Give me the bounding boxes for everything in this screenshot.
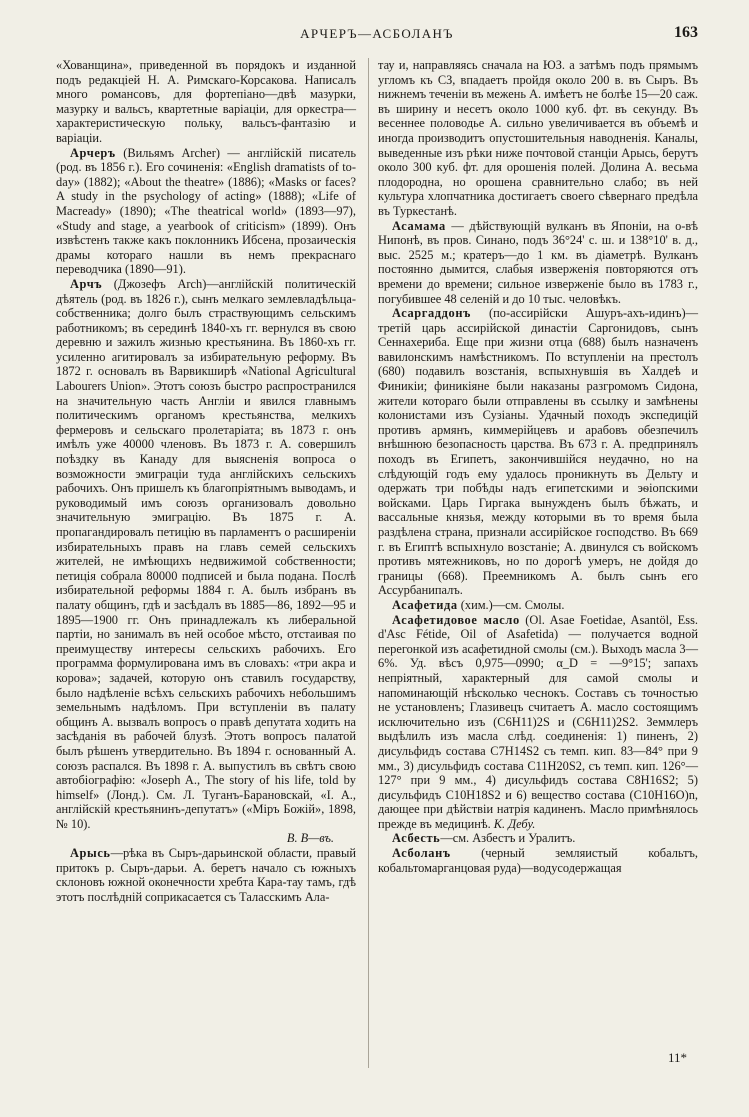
entry-headword: Асамама xyxy=(392,218,446,233)
entry-headword: Асафетидовое масло xyxy=(392,612,520,627)
entry-asbolan xyxy=(378,846,698,875)
entry-text: (Вильямъ Archer) — англійскій писатель (род. въ 1856 г.). Его сочиненія: «English dramatists of to-day» (1882); «About the theatre» (1886); «Masks or faces? A study in the psychology of acting» (1888); «Life of Macready» (1890); «The theatrical world» (1893—97), «Study and stage, a yearbook of criticism» (1899). Онъ извѣстенъ также какъ поклонникъ Ибсена, прозаическія драмы котораго нашли въ немъ прекраснаго переводчика (1890—91). xyxy=(56,145,356,277)
entry-asafetida-oil xyxy=(378,613,698,832)
entry-arch xyxy=(56,277,356,832)
entry-text: (хим.)—см. Смолы. xyxy=(457,597,565,612)
entry-headword: Арысь xyxy=(70,846,111,861)
sheet-mark: 11* xyxy=(667,1050,687,1065)
column-divider xyxy=(368,58,369,1068)
entry-text: — дѣйствующій вулканъ въ Японіи, на о-вѣ Нипонѣ, въ пров. Синано, подъ 36°24' с. ш. и 138°10' в. д., выс. 2525 м.; кратеръ—до 1 км. въ діаметрѣ. Вулканъ постоянно дымится, слабыя изверженія повторяются отъ времени до времени; сильное изверженіе было въ 1783 г., погубившее 48 селеній и до 10 тыс. человѣкъ. xyxy=(378,218,698,306)
continuation-paragraph: «Хованщина», приведенной въ порядокъ и изданной подъ редакціей Н. А. Римскаго-Корсакова. Написалъ много романсовъ, для фортепіано—двѣ мазурки, мазурку и вальсъ, квартетные варіаціи, для оркестра—характеристическую польку, вальсъ-фантазію и варіаціи. xyxy=(56,58,356,145)
entry-headword: Асафетида xyxy=(392,597,458,612)
entry-archer xyxy=(56,146,356,277)
running-title: АРЧЕРЪ—АСБОЛАНЪ xyxy=(300,26,454,41)
entry-arys xyxy=(56,846,356,904)
entry-text: (Ol. Asae Foetidae, Asantöl, Ess. d'Asc Fétide, Oil of Asafetida) — получается водной перегонкой изъ асафетидной смолы (см.). Выходъ масла 3—6%. Уд. вѣсъ 0,975—0990; α_D = —9°15'; запахъ непріятный, характерный для самой смолы и напоминающій нѣсколько чеснокъ. Составъ съ точностью не установленъ; Глазивецъ считаетъ А. масло состоящимъ исключительно изъ (C6H11)2S и (C6H11)2S2. Земмлеръ выдѣлилъ изъ масла слѣд. соединенія: 1) пиненъ, 2) дисульфидъ состава C7H14S2 съ темп. кип. 83—84° при 9 мм., 3) дисульфидъ состава C11H20S2, съ темп. кип. 126°—127° при 9 мм., 4) дисульфидъ состава C8H16S2; 5) дисульфидъ C10H18S2 и 6) вещество состава (C10H16O)n, дающее при дѣйствіи натрія кадиненъ. Масло примѣнялось прежде въ медицинѣ. xyxy=(378,612,698,831)
page-number: 163 xyxy=(674,24,698,41)
entry-asafetida xyxy=(378,598,698,613)
entry-headword: Асбесть xyxy=(392,831,441,846)
entry-asama xyxy=(378,219,698,307)
right-column xyxy=(378,58,698,875)
entry-asbest xyxy=(378,831,698,846)
left-column xyxy=(56,58,356,904)
entry-text: —см. Азбестъ и Уралитъ. xyxy=(440,831,576,846)
entry-headword: Асаргаддонъ xyxy=(392,306,471,321)
author-signature: В. В—въ. xyxy=(286,831,334,846)
entry-text: (по-ассирійски Ашуръ-ахъ-идинъ)—третій царь ассирійской династіи Саргонидовъ, сынъ Сеннахериба. Еще при жизни отца (688) былъ назначенъ вавилонскимъ намѣстникомъ. По вступленіи на престолъ (680) подавилъ возстанія, вспыхнувшія въ Халдеѣ и Финикіи; финикіяне были наказаны разгромомъ Сидона, жители котораго были отправлены въ ссылку и замѣнены колонистами изъ Сузіаны. Удачный походъ экспедицій противъ армянъ, киммерійцевъ и арабовъ обезпечилъ внѣшнюю безопасность царства. Въ 673 г. А. предпринялъ походъ въ Египетъ, закончившійся неудачно, но на слѣдующій годъ ему удалось проникнуть въ Дельту и одержать три побѣды надъ египетскими и эѳіопскими войсками. Царь Гиргака вынужденъ былъ бѣжать, и вассальные князья, между которыми въ то время была раздѣлена страна, признали ассирійское господство. Въ 669 г. въ Египтѣ вспыхнуло возстаніе; А. двинулся съ войскомъ противъ мятежниковъ, но по дорогѣ умеръ, не дойдя до границы (668). Преемникомъ А. былъ сынъ его Ассурбанипалъ. xyxy=(378,306,698,598)
entry-headword: Асболанъ xyxy=(392,846,451,861)
entry-headword: Арчъ xyxy=(70,276,103,291)
entry-asarhaddon xyxy=(378,306,698,598)
entry-headword: Арчеръ xyxy=(70,145,116,160)
entry-text: (Джозефъ Arch)—англійскій политическій дѣятель (род. въ 1826 г.), сынъ мелкаго землевладѣльца-собственника; долго былъ страствующимъ сельскимъ работникомъ; въ серединѣ 1840-хъ гг. вернулся въ свою деревню и зажилъ жизнью крестьянина. Въ 1860-хъ гг. усиленно агитировалъ за избирательную реформу. Въ 1872 г. основалъ въ Варвикширѣ «National Agricultural Labourers Union». Этотъ союзъ быстро распространился на значительную часть Англіи и явился главнымъ политическимъ органомъ крестьянства, мелкихъ фермеровъ и сельскаго пролетаріата; въ 1873 г. онъ имѣлъ уже 40000 членовъ. Въ 1873 г. А. совершилъ поѣздку въ Канаду для выясненія вопроса о возможности эмиграціи туда англійскихъ сельскихъ рабочихъ. Онъ пришелъ къ благопріятнымъ выводамъ, и руководимый имъ союзъ организовалъ довольно значительную эмиграцію. Въ 1875 г. А. пропагандировалъ петицію въ парламентъ о расширеніи избирательныхъ правъ на главъ семей сельскихъ жителей, не имѣющихъ недвижимой собственности; петиція собрала 80000 подписей и была подана. Послѣ избирательной реформы 1884 г. А. былъ избранъ въ палату общинъ, гдѣ и засѣдалъ въ 1885—86, 1892—95 и 1895—1900 гг. Онъ принадлежалъ къ либеральной партіи, но занималъ въ ней особое мѣсто, отстаивая по преимуществу интересы сельскихъ рабочихъ. Его программа формулирована имъ въ словахъ: «три акра и корова»; задачей, которую онъ ставилъ государству, было надѣленіе всѣхъ сельскихъ рабочихъ небольшимъ земельнымъ надѣломъ. При вступленіи въ палату общинъ А. вызвалъ вопросъ о правѣ депутата ходить на засѣданія въ рабочей блузѣ. Этотъ вопросъ палатой былъ рѣшенъ утвердительно. Въ 1894 г. основанный А. союзъ распался. Въ 1898 г. А. выпустилъ въ свѣтъ свою автобіографію: «Joseph A., The story of his life, told by himself» (Лонд.). См. Л. Туганъ-Барановскай, «I. A., англійскій крестьянинъ-депутатъ» («Міръ Божій», 1898, № 10). xyxy=(56,276,356,831)
page-header xyxy=(56,24,698,48)
entry-text: —рѣка въ Сыръ-дарьинской области, правый притокъ р. Сыръ-дарьи. А. беретъ начало съ южныхъ склоновъ южной оконечности хребта Кара-тау тамъ, гдѣ этотъ послѣдній соприкасается съ Таласскимъ Ала- xyxy=(56,846,356,904)
arys-continuation: тау и, направляясь сначала на ЮЗ. а затѣмъ подъ прямымъ угломъ къ СЗ, впадаетъ пройдя около 200 в. въ Сыръ. Въ нижнемъ теченіи въ межень А. имѣетъ не болѣе 15—20 саж. въ ширину и несетъ около 1000 куб. фт. въ секунду. Въ весеннее половодье А. сильно увеличивается въ объемѣ и иногда производитъ опустошительныя наводненія. Каналы, выведенные изъ рѣки ниже почтовой станціи Арысь, берутъ около 300 куб. фт. для орошенія полей. Долина А. весьма плодородна, но орошена сравнительно слабо; въ ней культура хлопчатника достигаетъ своего сѣвернаго предѣла въ Туркестанѣ. xyxy=(378,58,699,218)
author-signature: К. Дебу. xyxy=(493,816,536,831)
entry-text: (черный земляистый кобальтъ, кобальтомарганцовая руда)—водусодержащая xyxy=(378,846,698,875)
